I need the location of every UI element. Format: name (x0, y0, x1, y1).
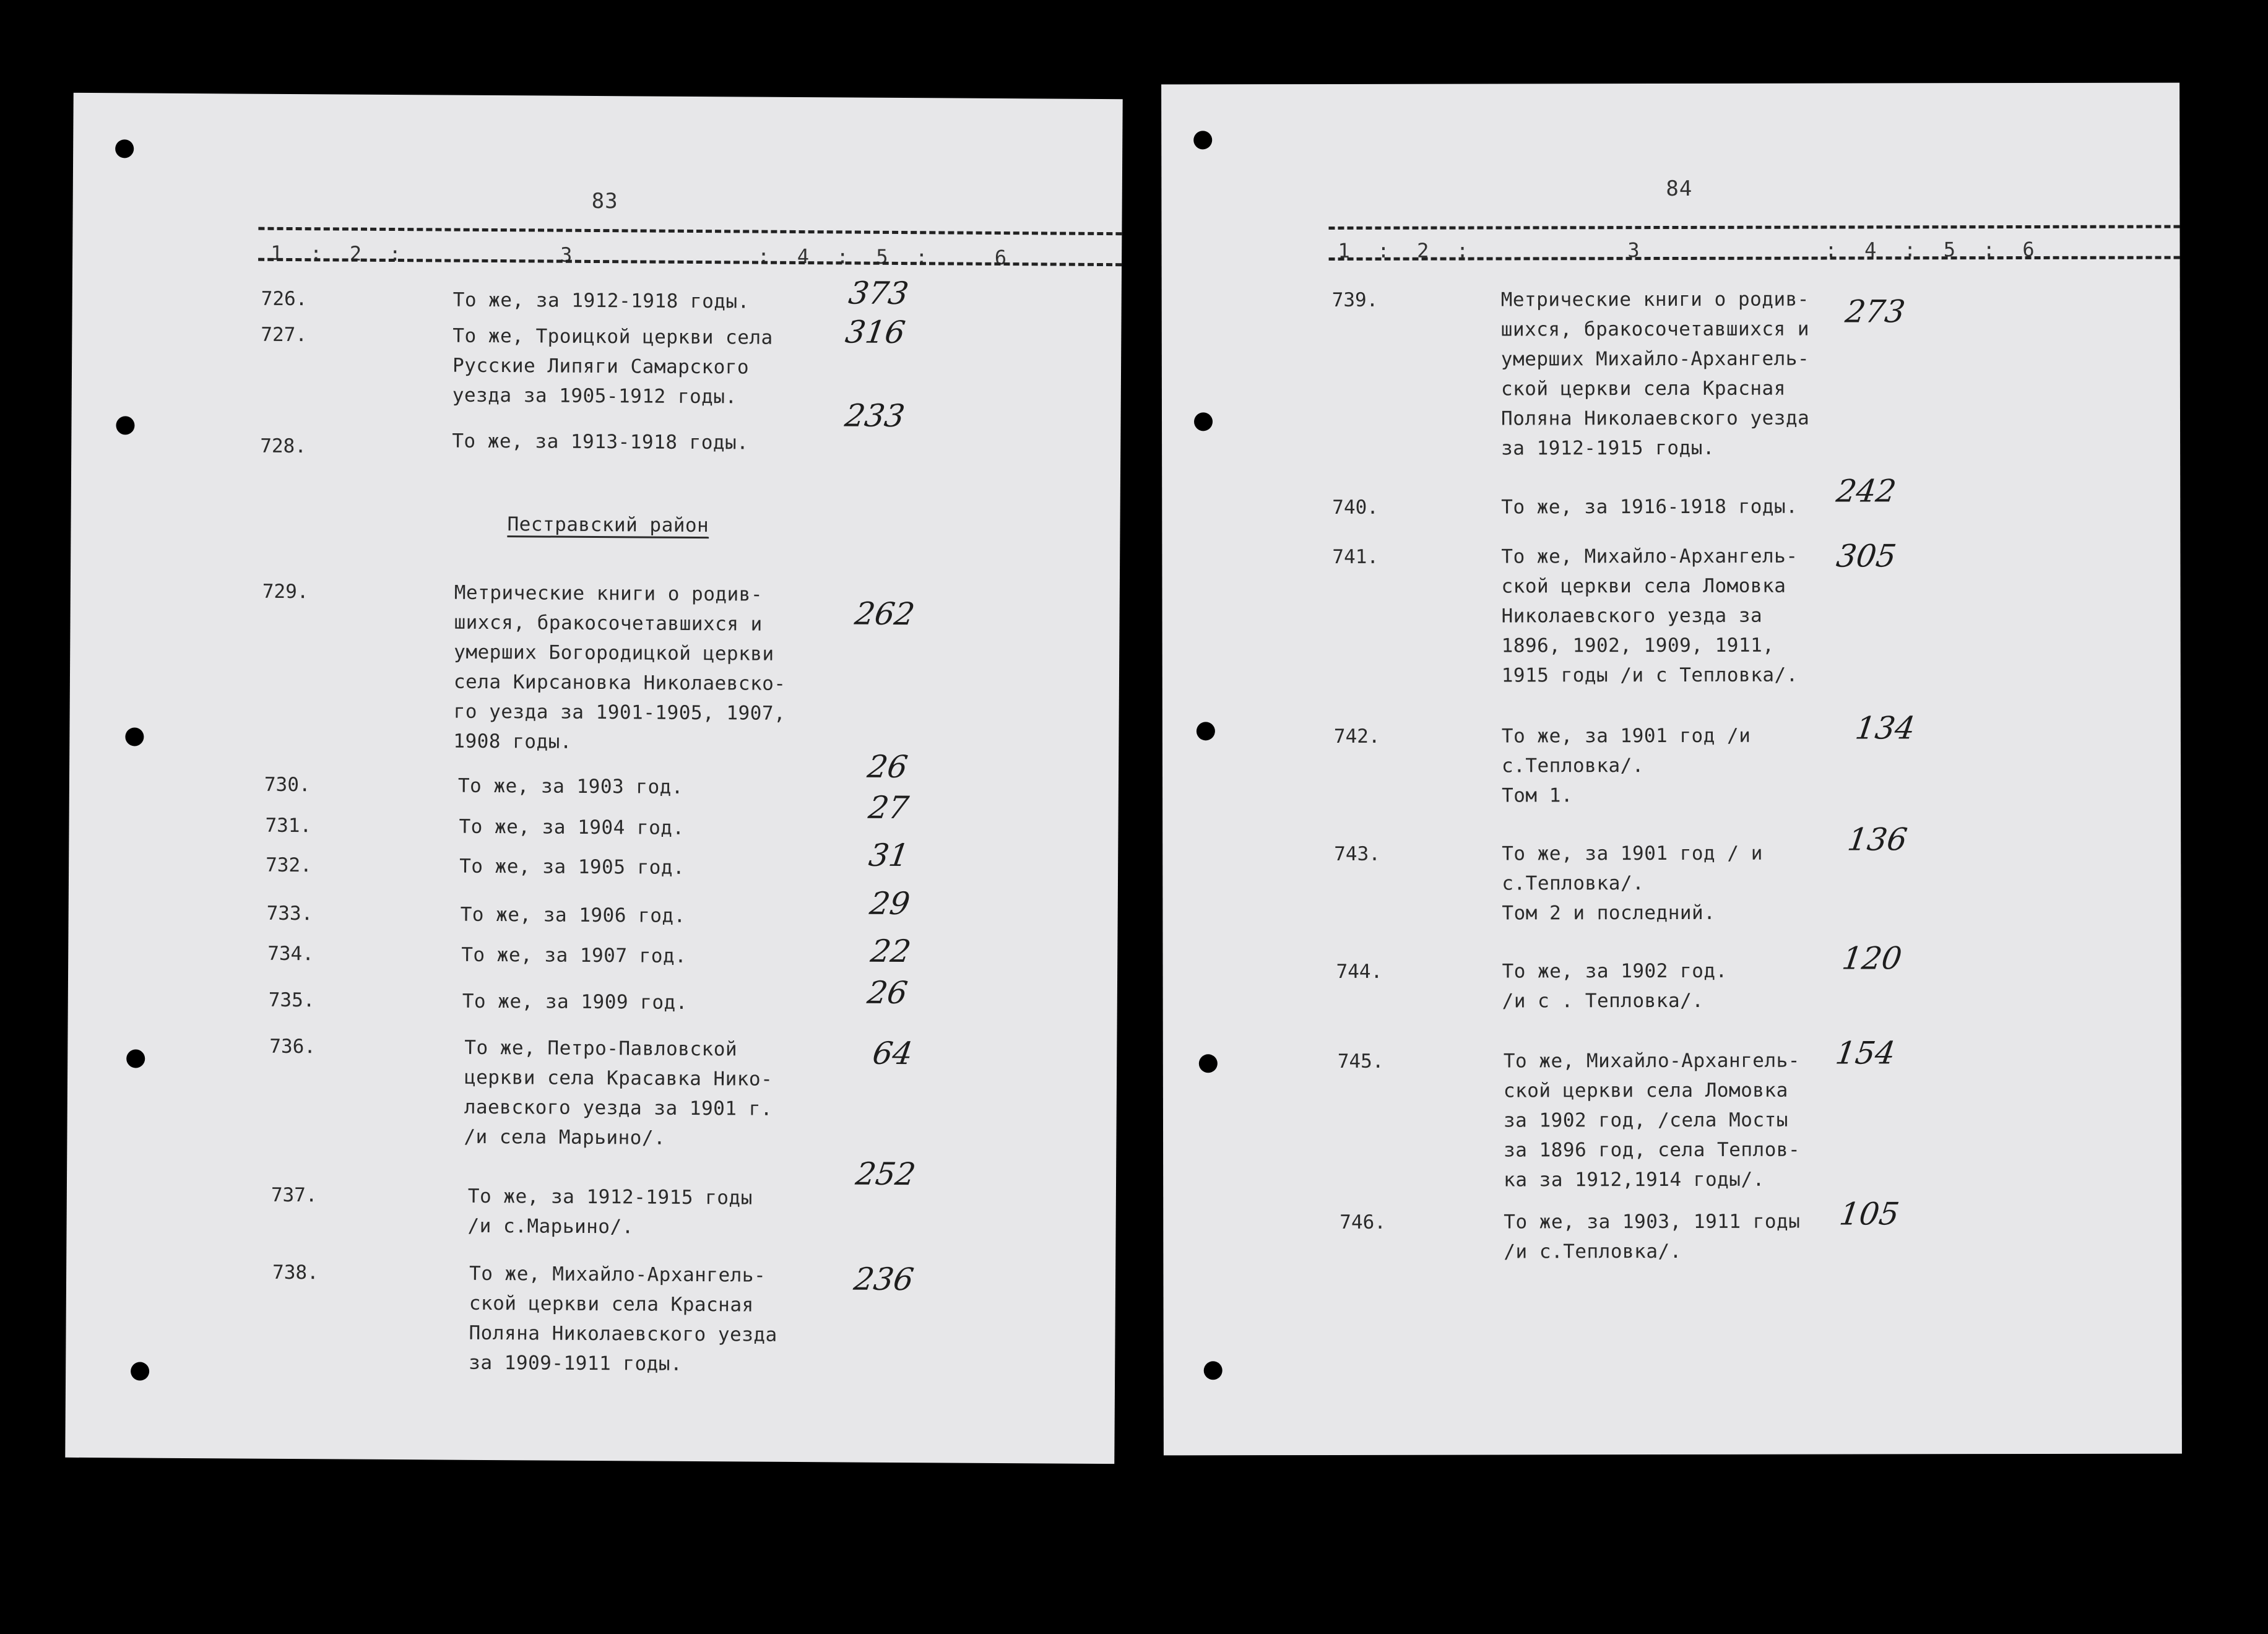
column-header: 1 : 2 : 3 : 4 : 5 : 6 (1338, 237, 2036, 262)
entry-number: 739. (1331, 288, 1379, 311)
entry-number: 730. (264, 773, 311, 797)
handwritten-count: 26 (865, 974, 910, 1011)
handwritten-count: 136 (1845, 821, 1910, 858)
entry-text: То же, за 1912-1915 годы /и с.Марьино/. (467, 1185, 753, 1238)
entry-text: То же, Троицкой церкви села Русские Липяги Самарского уезда за 1905-1912 годы. (452, 324, 773, 408)
entry-number: 745. (1337, 1050, 1384, 1073)
entry-number: 732. (266, 854, 312, 877)
entry-text: То же, за 1904 год. (459, 815, 685, 839)
header-rule-top (1328, 225, 2179, 230)
entry-text: То же, за 1912-1918 годы. (452, 288, 750, 313)
handwritten-count: 262 (852, 595, 917, 633)
punch-hole (125, 727, 144, 746)
handwritten-count: 22 (868, 933, 914, 970)
column-header: 1 : 2 : 3 : 4 : 5 : 6 (271, 241, 1008, 270)
handwritten-count: 27 (866, 789, 911, 826)
entry-text: То же, за 1903 год. (457, 774, 684, 798)
handwritten-count: 134 (1853, 710, 1918, 746)
section-heading: Пестравский район (507, 513, 709, 537)
punch-hole (116, 416, 134, 434)
handwritten-count: 105 (1837, 1196, 1902, 1232)
punch-hole (1199, 1054, 1218, 1073)
page-number: 83 (591, 188, 618, 214)
punch-hole (115, 139, 134, 158)
handwritten-count: 305 (1834, 538, 1898, 574)
entry-text: То же, за 1907 год. (461, 943, 687, 967)
handwritten-count: 233 (842, 397, 907, 434)
entry-number: 738. (272, 1261, 319, 1284)
entry-number: 726. (261, 287, 308, 311)
handwritten-count: 26 (865, 748, 910, 785)
entry-number: 742. (1333, 725, 1380, 748)
handwritten-count: 154 (1833, 1035, 1898, 1071)
handwritten-count: 64 (870, 1035, 915, 1072)
entry-number: 741. (1332, 545, 1379, 568)
entry-number: 736. (269, 1035, 316, 1058)
entry-text: То же, за 1913-1918 годы. (452, 430, 749, 454)
entry-text: То же, за 1916-1918 годы. (1501, 495, 1798, 519)
entry-number: 728. (260, 434, 307, 458)
entry-text: Метрические книги о родив- шихся, бракосочетавшихся и умерших Богородицкой церкви села Кирсановка Николаевско- го уезда за 1901-1905, 1907, 1908 годы. (453, 581, 786, 753)
entry-text: То же, за 1903, 1911 годы /и с.Тепловка/. (1504, 1210, 1801, 1263)
entry-number: 729. (262, 580, 309, 603)
entry-number: 744. (1336, 960, 1383, 983)
left-page (65, 93, 1122, 1464)
entry-text: То же, Михайло-Архангель- ской церкви села Ломовка за 1902 год, /села Мосты за 1896 год, села Теплов- ка за 1912,1914 годы/. (1503, 1049, 1801, 1191)
handwritten-count: 373 (846, 275, 911, 312)
entry-text: То же, за 1901 год / и с.Тепловка/. Том 2 и последний. (1502, 842, 1763, 925)
page-number: 84 (1666, 176, 1693, 202)
entry-number: 743. (1334, 842, 1380, 865)
handwritten-count: 120 (1840, 940, 1904, 977)
handwritten-count: 31 (866, 837, 912, 874)
entry-number: 740. (1332, 496, 1379, 519)
entry-number: 734. (267, 942, 314, 966)
handwritten-count: 252 (853, 1156, 918, 1193)
right-page (1161, 83, 2182, 1456)
punch-hole (1204, 1361, 1223, 1380)
header-rule-top (258, 227, 1122, 236)
entry-number: 746. (1340, 1211, 1386, 1234)
entry-text: То же, за 1901 год /и с.Тепловка/. Том 1. (1501, 724, 1751, 807)
handwritten-count: 316 (843, 314, 908, 351)
entry-text: То же, за 1902 год. /и с . Тепловка/. (1502, 959, 1728, 1013)
entry-number: 735. (268, 988, 315, 1012)
handwritten-count: 236 (851, 1261, 916, 1298)
punch-hole (126, 1049, 145, 1068)
entry-number: 731. (265, 814, 312, 837)
entry-text: То же, за 1906 год. (460, 903, 686, 927)
handwritten-count: 273 (1843, 293, 1908, 330)
entry-text: Метрические книги о родив- шихся, бракосочетавшихся и умерших Михайло-Архангель- ской церкви села Красная Поляна Николаевского уезда за 1912-1915 годы. (1500, 288, 1810, 460)
handwritten-count: 242 (1834, 473, 1898, 509)
punch-hole (1194, 412, 1213, 431)
entry-text: То же, за 1909 год. (462, 990, 688, 1014)
entry-number: 733. (266, 902, 313, 925)
punch-hole (1197, 722, 1215, 740)
entry-text: То же, Михайло-Архангель- ской церкви села Ломовка Николаевского уезда за 1896, 1902, 1909, 1911, 1915 годы /и с Тепловка/. (1501, 545, 1798, 687)
handwritten-count: 29 (867, 885, 912, 922)
entry-number: 727. (261, 323, 308, 347)
entry-text: То же, за 1905 год. (459, 855, 685, 879)
punch-hole (1193, 131, 1212, 149)
entry-text: То же, Михайло-Архангель- ской церкви села Красная Поляна Николаевского уезда за 1909-1911 годы. (469, 1262, 777, 1375)
entry-text: То же, Петро-Павловской церкви села Красавка Нико- лаевского уезда за 1901 г. /и села Марьино/. (464, 1036, 773, 1149)
punch-hole (131, 1362, 149, 1380)
entry-number: 737. (271, 1183, 318, 1207)
